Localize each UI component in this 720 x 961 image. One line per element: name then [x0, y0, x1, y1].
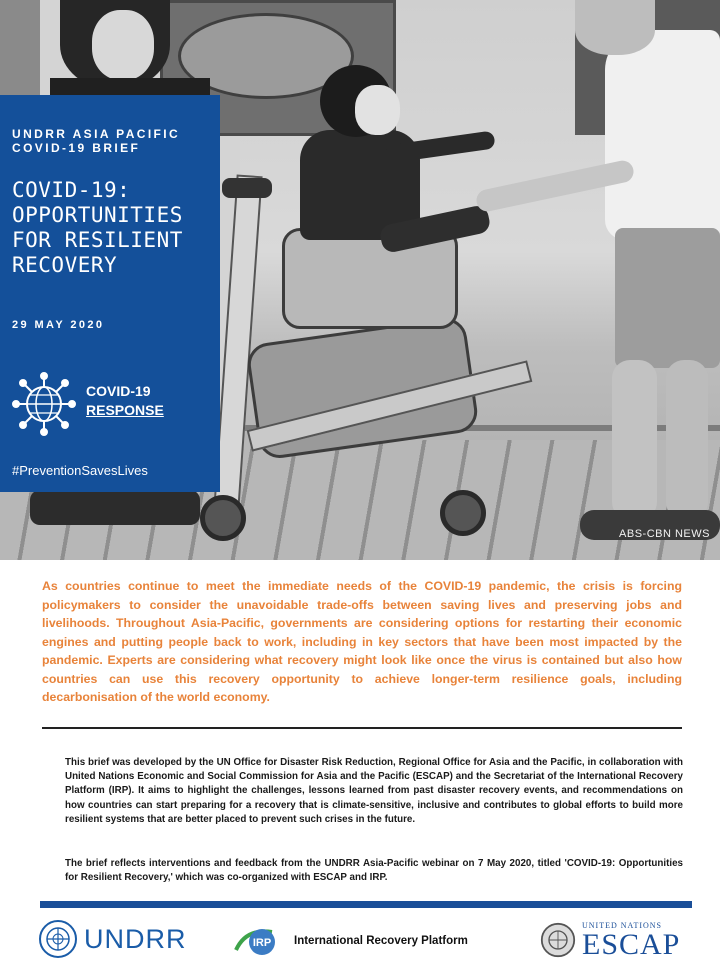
photo-man-shorts	[615, 228, 720, 368]
brief-background-paragraph: This brief was developed by the UN Office for Disaster Risk Reduction, Regional Office for Asia and the Pacific, in collaboration with United Nations Economic and Social Commission for Asia and the Pacific (ESCAP) and the Secretariat of the International Recovery Platform (IRP). It aims to highlight the challenges, lessons learned from past disaster recovery events, and recommendations on how countries can start preparing for a recovery that is climate-sensitive, inclusive and contributes to global efforts to build more resilient systems that are better placed to prevent such crises in the future.	[65, 757, 683, 825]
photo-credit: ABS-CBN NEWS	[619, 528, 710, 540]
hashtag: #PreventionSavesLives	[12, 463, 148, 478]
document-title-line: OPPORTUNITIES	[12, 203, 183, 227]
photo-man-leg	[612, 360, 657, 520]
photo-cart-wheel	[200, 495, 246, 541]
brief-series-label	[12, 127, 212, 155]
irp-wordmark: International Recovery Platform	[294, 935, 468, 947]
covid-response-line: RESPONSE	[86, 402, 164, 418]
escap-logo	[540, 922, 680, 960]
photo-man-head	[575, 0, 655, 55]
footer-divider	[40, 901, 692, 908]
covid-response-line: COVID-19	[86, 383, 151, 399]
photo-cart-wheel	[440, 490, 486, 536]
undrr-wordmark: UNDRR	[84, 923, 187, 954]
document-title-line: COVID-19:	[12, 178, 131, 202]
undrr-logo	[38, 918, 187, 960]
photo-child-face	[355, 85, 400, 135]
virus-globe-icon	[12, 372, 76, 436]
escap-un-label: UNITED NATIONS	[582, 921, 662, 930]
photo-man-leg	[666, 360, 708, 520]
un-emblem-icon	[540, 922, 576, 958]
photo-cart-handle	[222, 178, 272, 198]
title-panel	[0, 95, 220, 492]
document-title-line: RECOVERY	[12, 253, 118, 277]
brief-series-line: UNDRR ASIA PACIFIC	[12, 127, 181, 141]
document-title-line: FOR RESILIENT	[12, 228, 183, 252]
escap-label: ESCAP	[582, 928, 681, 961]
lead-paragraph: As countries continue to meet the immediate needs of the COVID-19 pandemic, the crisis is forcing policymakers to consider the unavoidable trade-offs between saving lives and preserving jobs and livelihoods. Throughout Asia-Pacific, governments are considering options for restarting their economic engines and putting people back to work, including in key sectors that have been most impacted by the pandemic. Experts are considering what recovery might look like once the virus is contained but also how countries can use this recovery opportunity to achieve longer-term resilience goals, including decarbonisation of the world economy.	[42, 579, 682, 704]
irp-logo-icon	[232, 924, 288, 958]
irp-logo	[232, 924, 468, 958]
escap-wordmark	[582, 922, 680, 960]
svg-text:IRP: IRP	[252, 937, 272, 949]
un-emblem-icon	[38, 919, 78, 959]
publication-date: 29 MAY 2020	[12, 319, 105, 331]
photo-pillar	[0, 0, 40, 100]
covid-response-label	[86, 382, 164, 420]
photo-woman-shoes	[30, 490, 200, 525]
photo-man-shirt	[605, 30, 720, 240]
brief-webinar-paragraph: The brief reflects interventions and feedback from the UNDRR Asia-Pacific webinar on 7 May 2020, titled 'COVID-19: Opportunities for Resilient Recovery,' which was co-organized with ESCAP and IRP.	[65, 858, 683, 884]
photo-woman-face	[92, 10, 154, 80]
section-divider	[42, 727, 682, 729]
brief-series-line: COVID-19 BRIEF	[12, 141, 141, 155]
document-title	[12, 178, 217, 278]
